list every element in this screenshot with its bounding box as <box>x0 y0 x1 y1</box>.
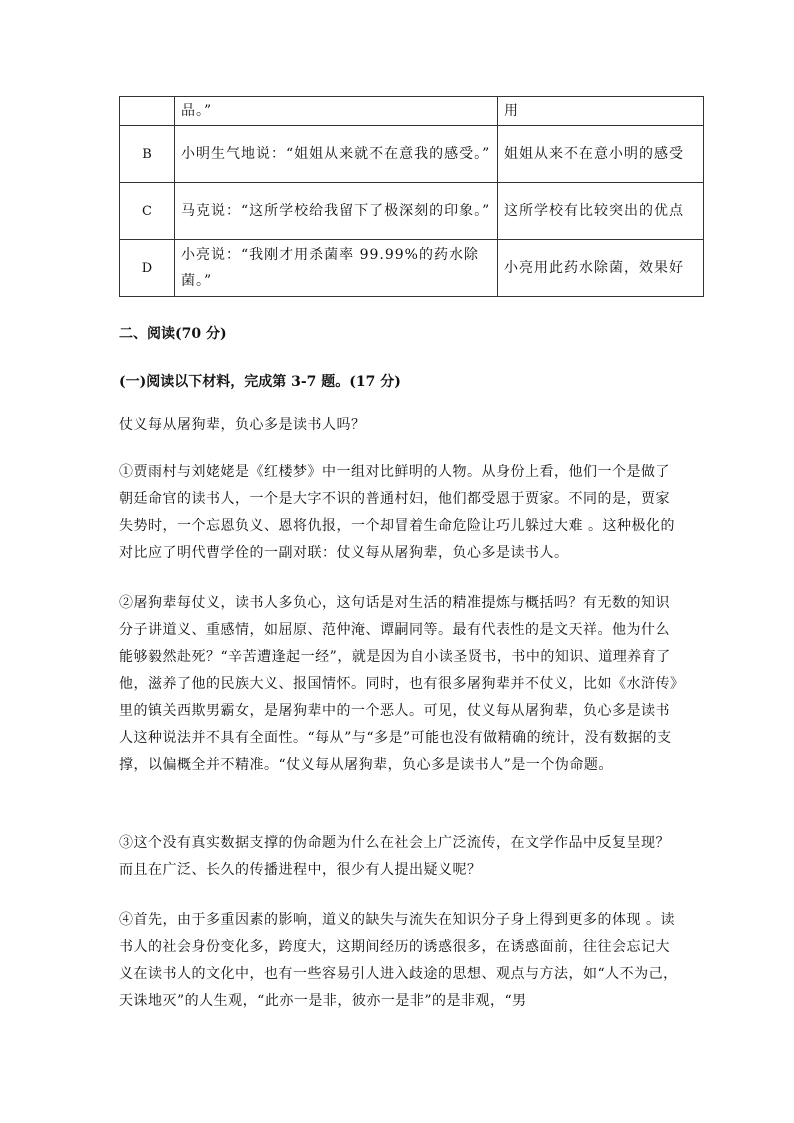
paragraph-1: ①贾雨村与刘姥姥是《红楼梦》中一组对比鲜明的人物。从身份上看，他们一个是做了朝廷命官的读书人，一个是大字不识的普通村妇，他们都受恩于贾家。不同的是，贾家失势时，一个忘恩负义、恩将仇报，一个却冒着生命危险让巧儿躲过大难 。这种极化的对比应了明代曹学佺的一副对联：仗义每从屠狗辈，负心多是读书人。 <box>119 464 675 561</box>
meaning-cell: 姐姐从来不在意小明的感受 <box>498 126 704 183</box>
table-row <box>120 183 704 240</box>
paragraph-2: ②屠狗辈每仗义，读书人多负心，这句话是对生活的精准提炼与概括吗？有无数的知识分子讲道义、重感情，如屈原、范仲淹、谭嗣同等。最有代表性的是文天祥。他为什么能够毅然赴死？“辛苦遭逢起一经”，就是因为自小读圣贤书，书中的知识、道理养育了他，滋养了他的民族大义、报国情怀。同时，也有很多屠狗辈并不仗义，比如《水浒传》里的镇关西欺男霸女，是屠狗辈中的一个恶人。可见，仗义每从屠狗辈，负心多是读书人这种说法并不具有全面性。“每从”与“多是”可能也没有做精确的统计，没有数据的支撑，以偏概全并不精准。“仗义每从屠狗辈，负心多是读书人”是一个伪命题。 <box>119 595 678 773</box>
paragraph-4: ④首先，由于多重因素的影响，道义的缺失与流失在知识分子身上得到更多的体现 。读书人的社会身份变化多，跨度大，这期间经历的诱惑很多，在诱惑面前，往往会忘记大义在读书人的文化中，也有一些容易引人进入歧途的思想、观点与方法，如“人不为己，天诛地灭”的人生观，“此亦一是非，彼亦一是非”的是非观，“男 <box>119 912 678 1009</box>
sentence-cell: 小明生气地说：“姐姐从来就不在意我的感受。” <box>175 126 498 183</box>
meaning-cell: 小亮用此药水除菌，效果好 <box>498 240 704 297</box>
paragraph-3: ③这个没有真实数据支撑的伪命题为什么在社会上广泛流传，在文学作品中反复呈现？而且在广泛、长久的传播进程中，很少有人提出疑义呢？ <box>119 835 670 878</box>
table-row <box>120 126 704 183</box>
sentence-cell: 小亮说：“我刚才用杀菌率 99.99%的药水除菌。” <box>175 240 498 297</box>
subsection-heading: (一)阅读以下材料，完成第 3-7 题。(17 分) <box>119 374 401 390</box>
option-label: D <box>120 240 175 297</box>
option-label: B <box>120 126 175 183</box>
sentence-cell: 品。” <box>175 97 498 126</box>
meaning-cell: 这所学校有比较突出的优点 <box>498 183 704 240</box>
meaning-cell: 用 <box>498 97 704 126</box>
option-label <box>120 97 175 126</box>
sentence-cell: 马克说：“这所学校给我留下了极深刻的印象。” <box>175 183 498 240</box>
section-heading: 二、阅读(70 分) <box>119 326 227 342</box>
options-table <box>119 96 704 297</box>
option-label: C <box>120 183 175 240</box>
table-row <box>120 97 704 126</box>
table-row <box>120 240 704 297</box>
article-title: 仗义每从屠狗辈，负心多是读书人吗？ <box>119 417 366 433</box>
